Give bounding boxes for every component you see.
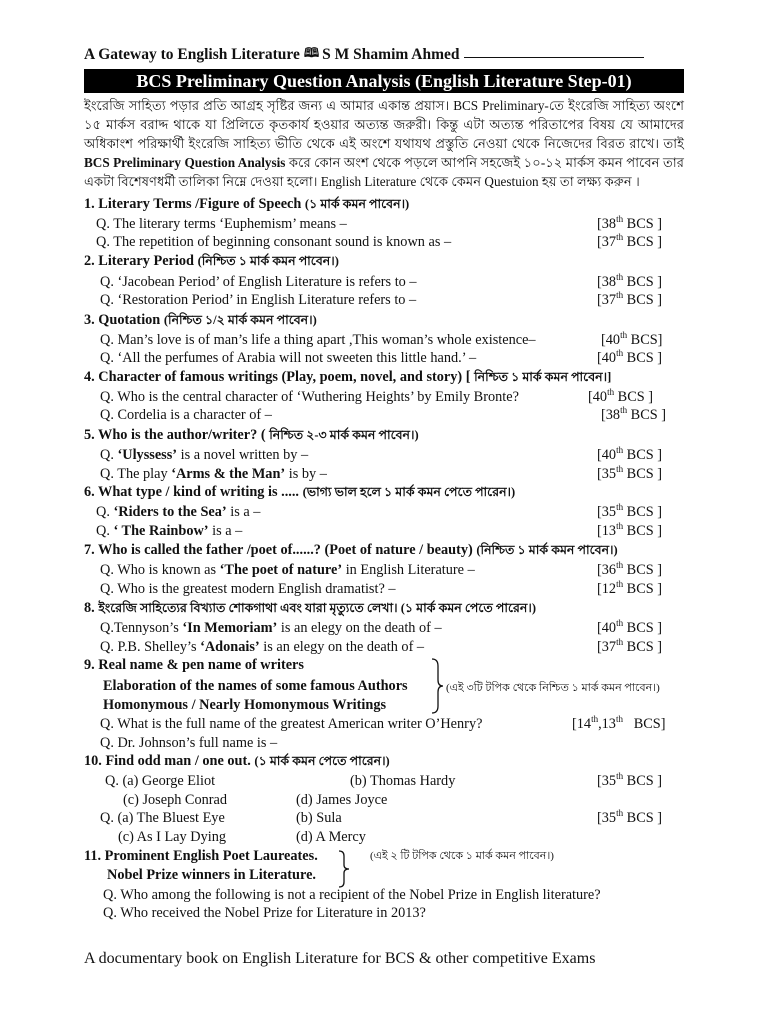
section-heading: 7. Who is called the father /poet of......? (Poet of nature / beauty) (নিশ্চিত ১ মার্ক কমন পাবেন।) <box>84 542 618 558</box>
bcs-ref: [37th BCS ] <box>597 637 663 655</box>
option: (b) Thomas Hardy <box>350 773 456 789</box>
bcs-ref: [14th,13th BCS] <box>572 714 666 732</box>
question: Q. P.B. Shelley’s ‘Adonais’ is an elegy on the death of – <box>100 639 425 655</box>
question: Q. Dr. Johnson’s full name is – <box>100 735 278 751</box>
bcs-ref: [40th BCS ] <box>597 348 663 366</box>
section-heading: 6. What type / kind of writing is ..... (ভাগ্য ভাল হলে ১ মার্ক কমন পেতে পারেন।) <box>84 484 516 500</box>
section-heading: 11. Prominent English Poet Laureates. <box>84 848 318 864</box>
section-subheading: Elaboration of the names of some famous Authors <box>103 678 408 694</box>
section-note: (এই ২ টি টপিক থেকে ১ মার্ক কমন পাবেন।) <box>370 850 554 862</box>
header-title: A Gateway to English Literature <box>84 46 300 63</box>
question: Q. Cordelia is a character of – <box>100 407 272 423</box>
question: Q. ‘ The Rainbow’ is a – <box>96 523 243 539</box>
option: (c) As I Lay Dying <box>118 829 226 845</box>
question: Q. Who is the greatest modern English dramatist? – <box>100 581 396 597</box>
intro-text-2: করে কোন অংশ থেকে পড়লে আপনি সহজেই ১০-১২ মার্কস কমন পাবেন তার একটা বিশেষণধর্মী তালিকা নিম্নে দেওয়া হলো। English Literature থেকে কেমন Questuion হয় তা লক্ষ্য করুন । <box>84 155 685 189</box>
bcs-ref: [13th BCS ] <box>597 521 663 539</box>
question: Q. ‘Jacobean Period’ of English Literature is refers to – <box>100 274 417 290</box>
option: Q. (a) George Eliot <box>105 773 216 789</box>
bcs-ref: [36th BCS ] <box>597 560 663 578</box>
question: Q. Man’s love is of man’s life a thing apart ,This woman’s whole existence– <box>100 332 536 348</box>
question: Q. ‘Ulyssess’ is a novel written by – <box>100 447 309 463</box>
question: Q. Who received the Nobel Prize for Literature in 2013? <box>103 905 426 921</box>
option: Q. (a) The Bluest Eye <box>100 810 225 826</box>
question: Q. ‘Riders to the Sea’ is a – <box>96 504 261 520</box>
bcs-ref: [40th BCS ] <box>597 445 663 463</box>
section-heading: 4. Character of famous writings (Play, poem, novel, and story) [ নিশ্চিত ১ মার্ক কমন পাবেন।] <box>84 369 612 385</box>
page-footer: A documentary book on English Literature for BCS & other competitive Exams <box>84 950 596 967</box>
bcs-ref: [35th BCS ] <box>597 808 663 826</box>
bcs-ref: [38th BCS ] <box>597 214 663 232</box>
intro-text-1: ইংরেজি সাহিত্য পড়ার প্রতি আগ্রহ সৃষ্টির জন্য এ আমার একান্ত প্রয়াস। BCS Preliminary-তে ইংরেজি সাহিত্য অংশে ১৫ মার্কস বরাদ্দ থাকে যা প্রিলিতে কৃতকার্য হওয়ার অত্যন্ত জরুরী। কিন্তু এটা অত্যন্ত পরিতাপের বিষয় যে আমাদের অধিকাংশ পরিক্ষার্থী ইংরেজি সাহিত্য ভীতি থেকে এই অংশে যথাযথ প্রস্তুতি নেওয়া থেকে নিজেদের বিরত রাখে। তাই <box>84 98 684 151</box>
question: Q. The literary terms ‘Euphemism’ means – <box>96 216 347 232</box>
right-brace-icon <box>337 850 351 888</box>
bcs-ref: [37th BCS ] <box>597 232 663 250</box>
book-icon: 🕮 <box>303 45 320 60</box>
section-subheading: Nobel Prize winners in Literature. <box>107 867 316 883</box>
option: (b) Sula <box>296 810 342 826</box>
header-author: S M Shamim Ahmed <box>322 46 460 63</box>
bcs-ref: [35th BCS ] <box>597 502 663 520</box>
option: (d) James Joyce <box>296 792 388 808</box>
question: Q. The play ‘Arms & the Man’ is by – <box>100 466 327 482</box>
question: Q. ‘Restoration Period’ in English Literature refers to – <box>100 292 417 308</box>
bcs-ref: [35th BCS ] <box>597 771 663 789</box>
question: Q. Who is known as ‘The poet of nature’ in English Literature – <box>100 562 475 578</box>
bcs-ref: [40th BCS ] <box>597 618 663 636</box>
bcs-ref: [12th BCS ] <box>597 579 663 597</box>
question: Q.Tennyson’s ‘In Memoriam’ is an elegy on the death of – <box>100 620 442 636</box>
section-heading: 8. ইংরেজি সাহিত্যের বিখ্যাত শোকগাথা এবং যারা মৃত্যুতে লেখা। (১ মার্ক কমন পেতে পারেন।) <box>84 600 537 616</box>
question: Q. Who among the following is not a recipient of the Nobel Prize in English literature? <box>103 887 601 903</box>
page-title: BCS Preliminary Question Analysis (English Literature Step-01) <box>84 69 684 93</box>
right-brace-icon <box>430 658 444 714</box>
section-heading: 10. Find odd man / one out. (১ মার্ক কমন পেতে পারেন।) <box>84 753 390 769</box>
section-heading: 2. Literary Period (নিশ্চিত ১ মার্ক কমন পাবেন।) <box>84 253 339 269</box>
section-heading: 3. Quotation (নিশ্চিত ১/২ মার্ক কমন পাবেন।) <box>84 312 317 328</box>
bcs-ref: [35th BCS ] <box>597 464 663 482</box>
bcs-ref: [40th BCS ] <box>588 387 654 405</box>
question: Q. The repetition of beginning consonant sound is known as – <box>96 234 452 250</box>
question: Q. Who is the central character of ‘Wuthering Heights’ by Emily Bronte? <box>100 389 519 405</box>
section-subheading: Homonymous / Nearly Homonymous Writings <box>103 697 387 713</box>
bcs-ref: [38th BCS ] <box>597 272 663 290</box>
section-heading: 5. Who is the author/writer? ( নিশ্চিত ২-৩ মার্ক কমন পাবেন।) <box>84 427 419 443</box>
section-heading: 1. Literary Terms /Figure of Speech (১ মার্ক কমন পাবেন।) <box>84 196 410 212</box>
bcs-ref: [37th BCS ] <box>597 290 663 308</box>
option: (c) Joseph Conrad <box>123 792 228 808</box>
section-heading: 9. Real name & pen name of writers <box>84 657 304 673</box>
question: Q. What is the full name of the greatest American writer O’Henry? <box>100 716 483 732</box>
intro-bold: BCS Preliminary Question Analysis <box>84 155 286 170</box>
option: (d) A Mercy <box>296 829 366 845</box>
question: Q. ‘All the perfumes of Arabia will not sweeten this little hand.’ – <box>100 350 477 366</box>
bcs-ref: [40th BCS] <box>601 330 663 348</box>
section-note: (এই ৩টি টপিক থেকে নিশ্চিত ১ মার্ক কমন পাবেন।) <box>446 682 660 694</box>
bcs-ref: [38th BCS ] <box>601 405 667 423</box>
